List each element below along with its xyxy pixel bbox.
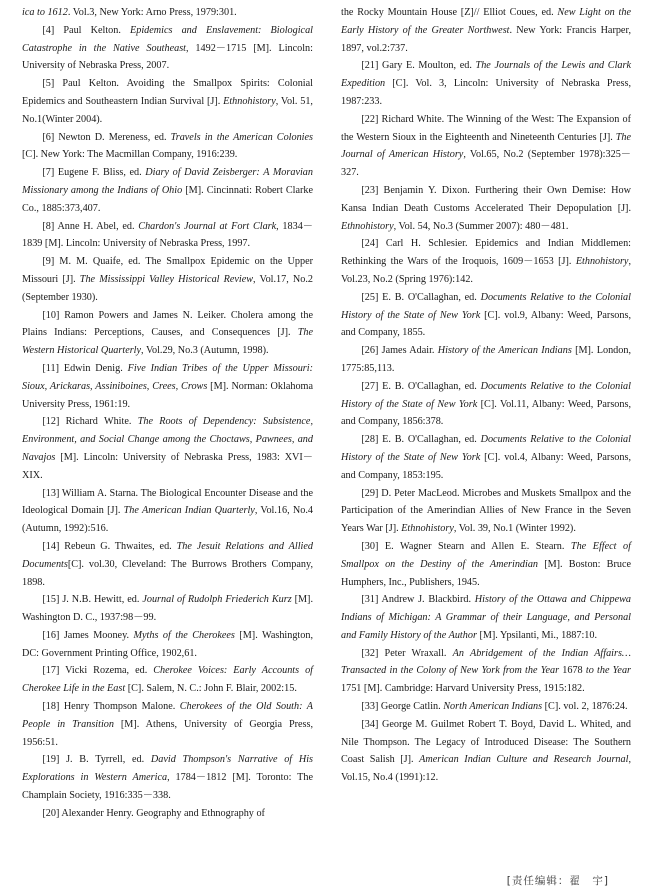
reference-text: [12] Richard White. <box>42 416 138 428</box>
reference-title-italic: to the Year <box>585 665 631 677</box>
reference-text: [10] Ramon Powers and James N. Leiker. Cholera among the Plains Indians: Perceptions, Causes, and Consequences [J]. <box>22 309 313 339</box>
reference-entry <box>22 698 313 751</box>
reference-text: [C]. vol.30, Cleveland: The Burrows Brothers Company, 1898. <box>22 558 313 588</box>
reference-entry <box>341 57 631 110</box>
reference-title-italic: Travels in the American Colonies <box>170 131 313 143</box>
reference-entry <box>341 4 631 57</box>
reference-title-italic: ica to 1612 <box>22 7 68 18</box>
reference-text: , 1784－1812 [M]. Toronto: The Champlain Society, 1916:335－338. <box>22 772 313 802</box>
reference-text: 1751 [M]. Cambridge: Harvard University Press, 1915:182. <box>341 683 585 695</box>
reference-text: , Vol.29, No.3 (Autumn, 1998). <box>141 345 269 357</box>
reference-title-italic: American Indian Culture and Research Journal <box>419 754 629 766</box>
reference-title-italic: North American Indians <box>443 701 543 713</box>
reference-text: [31] Andrew J. Blackbird. <box>361 594 475 606</box>
reference-entry <box>22 751 313 804</box>
reference-title-italic: Ethnohistory <box>575 256 629 268</box>
reference-text: [7] Eugene F. Bliss, ed. <box>42 167 146 179</box>
reference-entry <box>22 307 313 360</box>
reference-text: [4] Paul Kelton. <box>42 24 131 36</box>
reference-title-italic: New Light on the Early History of the Greater Northwest <box>341 7 631 36</box>
reference-title-italic: The Effect of Smallpox on the Destiny of the Amerindian <box>341 540 631 570</box>
reference-text: [11] Edwin Denig. <box>42 362 128 374</box>
reference-title-italic: The Western Historical Quarterly <box>22 327 313 357</box>
reference-text: 1678 <box>559 665 586 677</box>
reference-entry <box>22 805 313 823</box>
reference-text: [M]. Ypsilanti, Mi., 1887:10. <box>476 629 598 641</box>
reference-text: [M]. Washington D. C., 1937:98－99. <box>22 594 313 624</box>
reference-text: [14] Rebeun G. Thwaites, ed. <box>42 540 177 552</box>
reference-text: , Vol. 51, No.1(Winter 2004). <box>22 95 313 125</box>
reference-text: , Vol.65, No.2 (September 1978):325－327. <box>341 149 631 179</box>
reference-text: [32] Peter Wraxall. <box>361 647 453 659</box>
reference-entry <box>341 645 631 698</box>
reference-entry <box>341 698 631 716</box>
references-left-column <box>22 4 313 823</box>
reference-entry <box>22 413 313 484</box>
references-right-column <box>341 4 631 787</box>
reference-title-italic: Five Indian Tribes of the Upper Missouri: Sioux, Arickaras, Assiniboines, Crees, Crows <box>22 362 313 392</box>
reference-title-italic: Documents Relative to the Colonial History of the State of New York <box>341 380 631 410</box>
reference-text: , Vol.16, No.4 (Autumn, 1992):516. <box>22 505 313 535</box>
reference-title-italic: The Mississippi Valley Historical Review <box>79 273 254 285</box>
reference-text: [18] Henry Thompson Malone. <box>42 701 180 713</box>
reference-entry <box>22 360 313 413</box>
reference-text: [C]. Salem, N. C.: John F. Blair, 2002:15. <box>125 683 297 695</box>
reference-entry <box>341 716 631 787</box>
reference-entry <box>22 662 313 698</box>
reference-text: [M]. Athens, University of Georgia Press, 1956:51. <box>22 718 313 748</box>
reference-text: [15] J. N.B. Hewitt, ed. <box>42 594 143 606</box>
reference-entry <box>341 591 631 644</box>
reference-title-italic: Chardon's Journal at Fort Clark <box>138 220 277 232</box>
reference-title-italic: The Journals of the Lewis and Clark Expedition <box>341 60 631 90</box>
reference-entry <box>341 485 631 538</box>
reference-text: , Vol. 39, No.1 (Winter 1992). <box>453 523 576 535</box>
editor-note: [责任编辑：翟 宇] <box>506 875 609 887</box>
reference-title-italic: The Roots of Dependency: Subsistence, Environment, and Social Change among the Choctaws, Pawnees, and Navajos <box>22 416 313 463</box>
reference-text: . Vol.3, New York: Arno Press, 1979:301. <box>67 7 237 18</box>
reference-title-italic: The Journal of American History <box>341 131 631 161</box>
reference-text: [19] J. B. Tyrrell, ed. <box>42 754 151 766</box>
reference-text: [M]. Boston: Bruce Humphers, Inc., Publishers, 1945. <box>341 558 631 588</box>
reference-text: [21] Gary E. Moulton, ed. <box>361 60 476 72</box>
reference-entry <box>341 342 631 378</box>
reference-text: [6] Newton D. Mereness, ed. <box>42 131 171 143</box>
reference-text: [M]. Cincinnati: Robert Clarke Co., 1885:373,407. <box>22 184 313 214</box>
reference-text: [5] Paul Kelton. Avoiding the Smallpox Spirits: Colonial Epidemics and Southeastern Indian Survival [J]. <box>22 78 313 107</box>
reference-entry <box>22 22 313 75</box>
reference-title-italic: The American Indian Quarterly <box>123 505 255 517</box>
reference-text: [29] D. Peter MacLeod. Microbes and Muskets Smallpox and the Participation of the Amerindian Allies of New France in the Seven Years War [J]. <box>341 487 631 535</box>
reference-title-italic: Myths of the Cherokees <box>133 629 235 641</box>
reference-text: [C]. Vol. 3, Lincoln: University of Nebraska Press, 1987:233. <box>341 78 631 107</box>
reference-text: [24] Carl H. Schlesier. Epidemics and Indian Middlemen: Rethinking the Wars of the Iroquois, 1609－1653 [J]. <box>341 238 631 268</box>
reference-text: [M]. London, 1775:85,113. <box>341 345 631 374</box>
reference-title-italic: Journal of Rudolph Friederich Kurz <box>142 594 292 606</box>
reference-title-italic: Cherokee Voices: Early Accounts of Cherokee Life in the East <box>22 665 313 695</box>
reference-text: [22] Richard White. The Winning of the West: The Expansion of the Western Sioux in the Eighteenth and Nineteenth Centuries [J]. <box>341 113 631 143</box>
reference-entry <box>341 378 631 431</box>
reference-title-italic: The Jesuit Relations and Allied Documents <box>22 540 313 570</box>
reference-text: [M]. Lincoln: University of Nebraska Press, 1983: XVI－XIX. <box>22 451 313 481</box>
reference-entry <box>341 235 631 288</box>
reference-entry <box>341 538 631 591</box>
reference-text: . New York: Francis Harper, 1897, vol.2:737. <box>341 24 631 54</box>
reference-entry <box>341 182 631 235</box>
reference-entry <box>22 538 313 591</box>
reference-text: [13] William A. Starna. The Biological Encounter Disease and the Ideological Domain [J]. <box>22 487 313 517</box>
reference-entry <box>22 75 313 128</box>
reference-title-italic: Epidemics and Enslavement: Biological Catastrophe in the Native Southeast <box>22 24 314 54</box>
reference-text: [9] M. M. Quaife, ed. The Smallpox Epidemic on the Upper Missouri [J]. <box>22 256 313 285</box>
reference-text: [C]. vol. 2, 1876:24. <box>542 701 628 713</box>
reference-title-italic: Documents Relative to the Colonial History of the State of New York <box>341 434 631 463</box>
reference-text: [23] Benjamin Y. Dixon. Furthering their Own Demise: How Kansa Indian Death Customs Accelerated Their Depopulation [J]. <box>341 184 631 214</box>
reference-title-italic: History of the Ottawa and Chippewa Indians of Michigan: A Grammar of their Language, and Personal and Family History of the Author <box>341 594 631 641</box>
reference-entry <box>22 591 313 627</box>
reference-title-italic: Ethnohistory <box>341 220 394 232</box>
reference-text: [27] E. B. O'Callaghan, ed. <box>361 380 481 392</box>
reference-text: , Vol.17, No.2 (September 1930). <box>22 273 313 303</box>
reference-entry <box>341 111 631 182</box>
reference-entry <box>22 485 313 538</box>
reference-text: [17] Vicki Rozema, ed. <box>42 665 154 677</box>
reference-text: , 1834－1839 [M]. Lincoln: University of Nebraska Press, 1997. <box>22 220 313 250</box>
reference-entry <box>22 129 313 165</box>
reference-text: [34] George M. Guilmet Robert T. Boyd, David L. Whited, and Nile Thompson. The Legacy of Introduced Disease: The Southern Coast Salish [J]. <box>341 718 631 766</box>
reference-title-italic: History of the American Indians <box>437 345 572 357</box>
reference-entry <box>22 218 313 254</box>
reference-text: , Vol. 54, No.3 (Summer 2007): 480－481. <box>393 220 569 232</box>
reference-text: [20] Alexander Henry. Geography and Ethnography of <box>42 807 265 819</box>
reference-entry <box>341 289 631 342</box>
reference-text: [28] E. B. O'Callaghan, ed. <box>361 434 481 446</box>
reference-text: [26] James Adair. <box>361 345 438 357</box>
reference-text: [C]. Vol.11, Albany: Weed, Parsons, and Company, 1856:378. <box>341 398 631 428</box>
reference-title-italic: Diary of David Zeisberger: A Moravian Missionary among the Indians of Ohio <box>22 167 313 196</box>
reference-title-italic: An Abridgement of the Indian Affairs…Transacted in the Colony of New York from the Year <box>341 647 631 677</box>
reference-entry <box>22 164 313 217</box>
reference-entry <box>341 431 631 484</box>
reference-text: , 1492－1715 [M]. Lincoln: University of Nebraska Press, 2007. <box>22 42 313 72</box>
reference-text: [33] George Catlin. <box>361 701 444 713</box>
reference-title-italic: Ethnohistory <box>401 523 454 535</box>
reference-title-italic: Cherokees of the Old South: A People in Transition <box>22 701 313 730</box>
reference-text: [C]. vol.4, Albany: Weed, Parsons, and Company, 1853:195. <box>341 451 631 481</box>
reference-text: , Vol.23, No.2 (Spring 1976):142. <box>341 256 631 285</box>
reference-text: [30] E. Wagner Stearn and Allen E. Stearn. <box>361 540 571 552</box>
reference-text: [M]. Washington, DC: Government Printing Office, 1902,61. <box>22 629 313 659</box>
reference-text: [M]. Norman: Oklahoma University Press, 1961:19. <box>22 380 313 410</box>
reference-entry <box>22 253 313 306</box>
reference-text: , Vol.15, No.4 (1991):12. <box>341 754 631 784</box>
reference-entry <box>22 4 313 22</box>
reference-text: [C]. New York: The Macmillan Company, 1916:239. <box>22 149 238 161</box>
reference-text: [16] James Mooney. <box>42 629 134 641</box>
reference-text: [8] Anne H. Abel, ed. <box>42 220 139 232</box>
reference-text: [25] E. B. O'Callaghan, ed. <box>361 291 481 303</box>
reference-title-italic: David Thompson's Narrative of His Explorations in Western America <box>22 754 313 784</box>
reference-title-italic: Documents Relative to the Colonial History of the State of New York <box>341 291 631 321</box>
reference-text: [C]. vol.9, Albany: Weed, Parsons, and Company, 1855. <box>341 309 631 339</box>
reference-title-italic: Ethnohistory <box>223 95 276 107</box>
reference-entry <box>22 627 313 663</box>
reference-text: the Rocky Mountain House [Z]// Elliot Coues, ed. <box>341 7 558 18</box>
